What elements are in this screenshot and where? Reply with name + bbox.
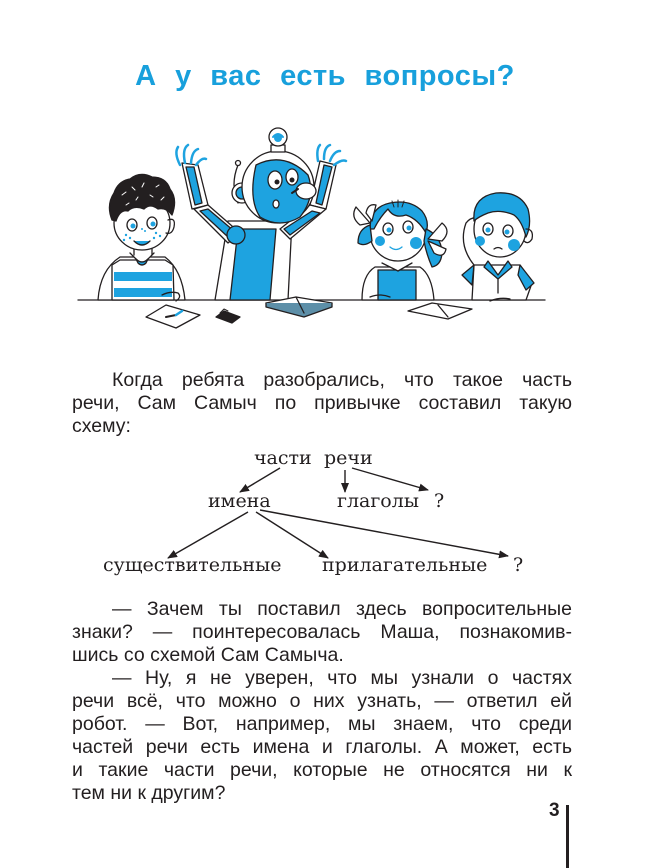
text-line: частей речи есть имена и глаголы. А может, есть xyxy=(72,736,572,758)
eraser xyxy=(216,309,240,323)
text-line: шись со схемой Сам Самыча. xyxy=(72,644,344,666)
diagram-node-chasti: части xyxy=(254,447,312,469)
boy-curly-hair-figure xyxy=(98,174,185,301)
text-line: схему: xyxy=(72,415,131,437)
dialogue-paragraph-2 xyxy=(72,667,572,805)
open-notebook xyxy=(408,303,472,319)
arrow-to-imena xyxy=(240,468,280,492)
paper-with-pencil xyxy=(146,305,200,328)
text-line: тем ни к другим? xyxy=(72,782,226,804)
arrow-to-sushchestvitelnye xyxy=(168,512,248,558)
diagram-node-imena: имена xyxy=(208,490,271,512)
intro-paragraph xyxy=(72,369,572,438)
diagram-node-sushchestvitelnye: существительные xyxy=(103,554,282,576)
text-line: и такие части речи, которые не относятся ни к xyxy=(72,759,572,781)
dialogue-paragraph-1 xyxy=(72,598,572,667)
parts-of-speech-diagram xyxy=(90,440,550,590)
text-line: Когда ребята разобрались, что такое часть xyxy=(112,369,572,391)
arrow-to-prilagatelnye xyxy=(256,512,328,558)
illustration-children-and-robot xyxy=(70,125,560,350)
arrow-to-question-top xyxy=(352,468,428,490)
diagram-node-question-bottom: ? xyxy=(513,554,524,576)
text-line: речи всё, что можно о них узнать, — ответил ей xyxy=(72,690,572,712)
diagram-node-rechi: речи xyxy=(324,447,373,469)
text-line: — Зачем ты поставил здесь вопросительные xyxy=(112,598,572,620)
robot-sam-samych-figure xyxy=(176,128,346,300)
text-line: — Ну, я не уверен, что мы узнали о частях xyxy=(112,667,572,689)
page-number-rule xyxy=(566,805,569,868)
arrow-to-question-bottom xyxy=(260,510,508,556)
diagram-node-prilagatelnye: прилагательные xyxy=(322,554,488,576)
diagram-node-glagoly: глаголы xyxy=(337,490,419,512)
girl-with-bows-figure xyxy=(354,200,447,300)
page-number: 3 xyxy=(549,800,560,821)
diagram-node-question-top: ? xyxy=(434,490,445,512)
text-line: речи, Сам Самыч по привычке составил такую xyxy=(72,392,572,414)
text-line: знаки? — поинтересовалась Маша, познакомив- xyxy=(72,621,572,643)
boy-scratching-head-figure xyxy=(462,193,534,301)
text-line: робот. — Вот, например, мы знаем, что среди xyxy=(72,713,572,735)
page-title: А у вас есть вопросы? xyxy=(135,60,515,92)
